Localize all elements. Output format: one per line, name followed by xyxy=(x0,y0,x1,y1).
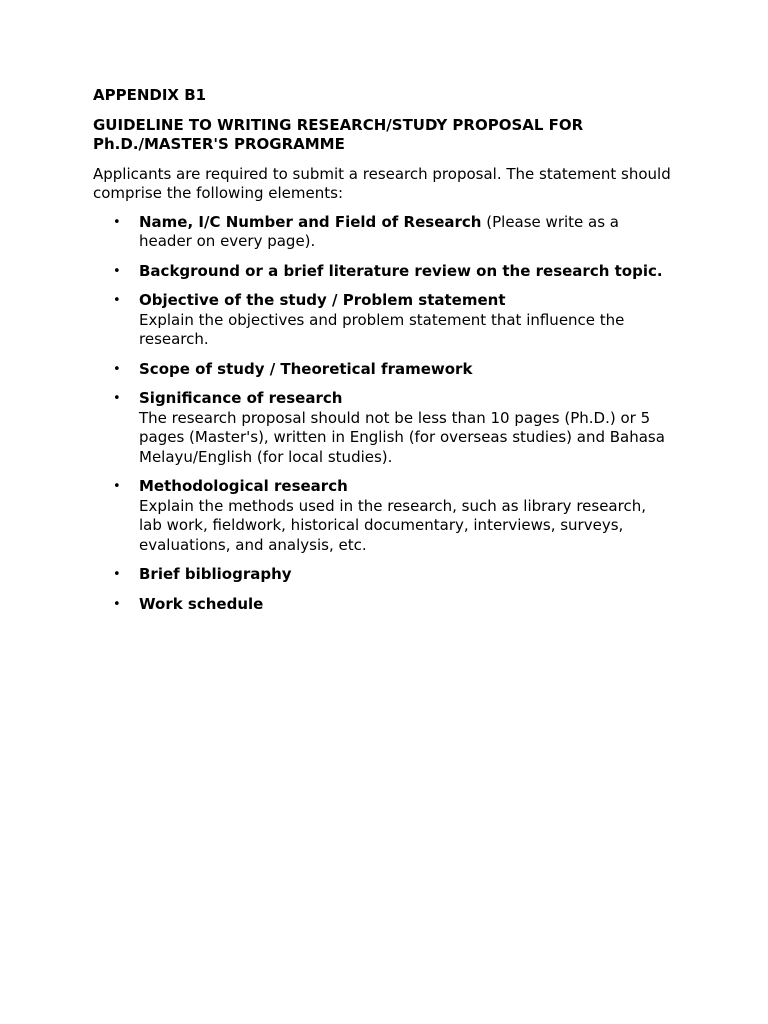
list-item-name-ic-field xyxy=(93,213,673,252)
item-heading: Methodological research xyxy=(139,477,348,495)
bullet-icon: • xyxy=(113,263,121,279)
document-title-line-2: Ph.D./MASTER'S PROGRAMME xyxy=(93,135,345,153)
item-heading: Brief bibliography xyxy=(139,565,292,583)
bullet-icon: • xyxy=(113,214,121,230)
bullet-icon: • xyxy=(113,391,121,406)
bullet-icon: • xyxy=(113,479,121,494)
bullet-icon: • xyxy=(113,596,121,612)
document-title xyxy=(93,116,673,155)
list-item-objective xyxy=(93,291,673,350)
document-title-line-1: GUIDELINE TO WRITING RESEARCH/STUDY PROPOSAL FOR xyxy=(93,115,584,134)
list-item-background xyxy=(93,262,673,282)
item-heading: Background or a brief literature review on the research topic. xyxy=(139,261,663,280)
list-item-methodology xyxy=(93,477,673,555)
list-item-bibliography xyxy=(93,565,673,585)
item-heading: Scope of study / Theoretical framework xyxy=(139,359,473,378)
item-heading: Name, I/C Number and Field of Research xyxy=(139,212,482,231)
appendix-label: APPENDIX B1 xyxy=(93,86,207,104)
list-item-work-schedule xyxy=(93,595,673,615)
item-detail: The research proposal should not be less than 10 pages (Ph.D.) or 5 pages (Master's), written in English (for overseas studies) and Bahasa Melayu/English (for local studies). xyxy=(139,408,665,466)
item-detail: Explain the objectives and problem statement that influence the research. xyxy=(139,310,625,348)
item-heading: Objective of the study / Problem statement xyxy=(139,291,506,309)
bullet-icon: • xyxy=(113,361,121,377)
item-heading: Work schedule xyxy=(139,594,264,613)
bullet-icon: • xyxy=(113,567,121,582)
bullet-icon: • xyxy=(113,293,121,308)
item-inline-note: (Please write as a header on every page). xyxy=(139,212,619,250)
proposal-elements-list xyxy=(93,213,673,615)
item-heading: Significance of research xyxy=(139,389,343,407)
document-page xyxy=(93,86,673,624)
list-item-scope xyxy=(93,360,673,380)
list-item-significance xyxy=(93,389,673,467)
intro-paragraph: Applicants are required to submit a research proposal. The statement should comprise the following elements: xyxy=(93,164,671,202)
item-detail: Explain the methods used in the research, such as library research, lab work, fieldwork, historical documentary, interviews, surveys, evaluations, and analysis, etc. xyxy=(139,496,646,554)
